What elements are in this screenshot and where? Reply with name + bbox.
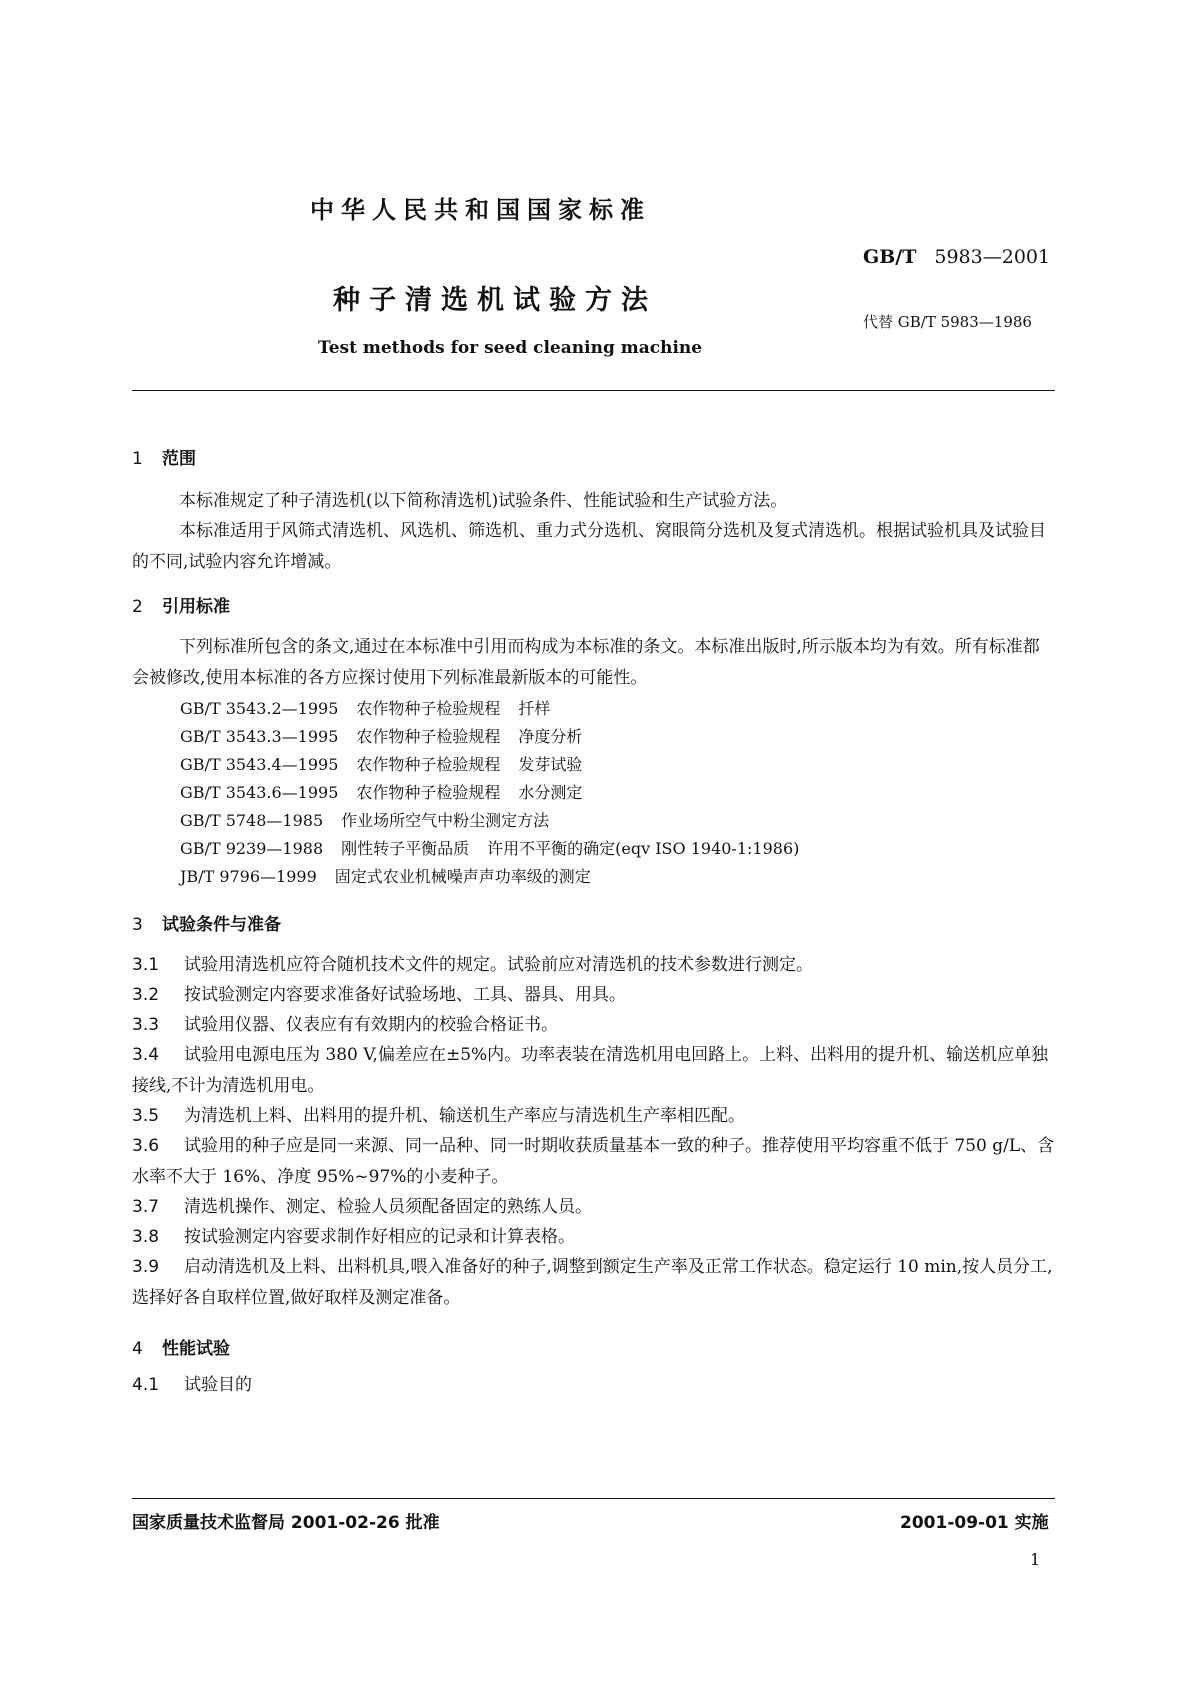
reference-code: GB/T 3543.6—1995 [180, 783, 339, 802]
reference-item [180, 724, 600, 747]
reference-name: 农作物种子检验规程 [356, 699, 501, 718]
reference-name: 刚性转子平衡品质 [341, 839, 470, 858]
section-2-heading [132, 592, 230, 617]
clause-number: 3.6 [132, 1136, 160, 1156]
reference-name: 农作物种子检验规程 [356, 783, 501, 802]
clause [132, 980, 1055, 1011]
effective-date: 2001-09-01 实施 [900, 1513, 1049, 1533]
section-number: 1 [132, 449, 143, 469]
standard-number-value: 5983—2001 [934, 246, 1051, 268]
replaces-note: 代替 GB/T 5983—1986 [863, 313, 1032, 331]
section-number: 4 [132, 1339, 143, 1359]
clause-number: 3.2 [132, 985, 160, 1005]
approval-note: 国家质量技术监督局 2001-02-26 批准 [132, 1513, 440, 1533]
clause [132, 1131, 1055, 1193]
clause-number: 3.3 [132, 1015, 160, 1035]
clause-text: 试验用电源电压为 380 V,偏差应在±5%内。功率表装在清选机用电回路上。上料、出料用的提升机、输送机应单独接线,不计为清选机用电。 [132, 1045, 1049, 1096]
document-title: 种子清选机试验方法 [333, 285, 657, 316]
section-2-paragraph-1: 下列标准所包含的条文,通过在本标准中引用而构成为本标准的条文。本标准出版时,所示版本均为有效。所有标准都会被修改,使用本标准的各方应探讨使用下列标准最新版本的可能性。 [132, 637, 1040, 688]
section-title: 试验条件与准备 [162, 915, 281, 935]
clause-text: 试验用清选机应符合随机技术文件的规定。试验前应对清选机的技术参数进行测定。 [184, 955, 813, 975]
reference-code: GB/T 3543.2—1995 [180, 699, 339, 718]
reference-sub: 许用不平衡的确定(eqv ISO 1940-1:1986) [487, 839, 800, 858]
standard-number [863, 246, 1050, 268]
clause [132, 1040, 1055, 1102]
clause [132, 1370, 1055, 1401]
section-1-paragraph-2: 本标准适用于风筛式清选机、风选机、筛选机、重力式分选机、窝眼筒分选机及复式清选机。根据试验机具及试验目的不同,试验内容允许增减。 [132, 521, 1046, 572]
clause-number: 4.1 [132, 1375, 160, 1395]
section-1-heading [132, 444, 196, 469]
clause [132, 1222, 1055, 1253]
clause-number: 3.8 [132, 1227, 160, 1247]
section-title: 引用标准 [162, 597, 230, 617]
section-1-paragraph-1: 本标准规定了种子清选机(以下简称清选机)试验条件、性能试验和生产试验方法。 [179, 491, 788, 511]
section-title: 范围 [162, 449, 196, 469]
reference-name: 农作物种子检验规程 [356, 755, 501, 774]
clause-number: 3.1 [132, 955, 160, 975]
clause-text: 试验用仪器、仪表应有有效期内的校验合格证书。 [184, 1015, 558, 1035]
reference-item [180, 808, 567, 831]
clause [132, 950, 1055, 981]
clause-text: 为清选机上料、出料用的提升机、输送机生产率应与清选机生产率相匹配。 [184, 1106, 745, 1126]
reference-sub: 发芽试验 [518, 755, 583, 774]
reference-sub: 净度分析 [518, 727, 583, 746]
clause-text: 清选机操作、测定、检验人员须配备固定的熟练人员。 [184, 1197, 592, 1217]
section-3-heading [132, 910, 281, 935]
reference-name: 固定式农业机械噪声声功率级的测定 [334, 867, 591, 886]
reference-code: GB/T 9239—1988 [180, 839, 324, 858]
reference-sub: 扦样 [518, 699, 551, 718]
clause-text: 启动清选机及上料、出料机具,喂入准备好的种子,调整到额定生产率及正常工作状态。稳定运行 10 min,按人员分工,选择好各自取样位置,做好取样及测定准备。 [132, 1257, 1053, 1308]
section-4-heading [132, 1334, 230, 1359]
section-title: 性能试验 [162, 1339, 230, 1359]
reference-item [180, 780, 600, 803]
clause-number: 3.7 [132, 1197, 160, 1217]
clause [132, 1192, 1055, 1223]
reference-name: 农作物种子检验规程 [356, 727, 501, 746]
clause-text: 按试验测定内容要求准备好试验场地、工具、器具、用具。 [184, 985, 626, 1005]
page-number: 1 [1030, 1550, 1041, 1569]
clause-text: 按试验测定内容要求制作好相应的记录和计算表格。 [184, 1227, 575, 1247]
reference-item [180, 836, 817, 859]
clause [132, 1101, 1055, 1132]
reference-name: 作业场所空气中粉尘测定方法 [341, 811, 550, 830]
footer-rule [132, 1498, 1055, 1499]
clause [132, 1252, 1055, 1314]
reference-sub: 水分测定 [518, 783, 583, 802]
clause [132, 1010, 1055, 1041]
reference-code: JB/T 9796—1999 [180, 867, 317, 886]
reference-code: GB/T 5748—1985 [180, 811, 324, 830]
reference-item [180, 864, 609, 887]
reference-code: GB/T 3543.4—1995 [180, 755, 339, 774]
clause-number: 3.5 [132, 1106, 160, 1126]
reference-item [180, 752, 600, 775]
reference-code: GB/T 3543.3—1995 [180, 727, 339, 746]
reference-item [180, 696, 568, 719]
english-title: Test methods for seed cleaning machine [318, 338, 703, 358]
standard-prefix: GB/T [863, 246, 917, 268]
section-number: 2 [132, 597, 143, 617]
national-standard-title: 中华人民共和国国家标准 [310, 196, 651, 224]
clause-text: 试验用的种子应是同一来源、同一品种、同一时期收获质量基本一致的种子。推荐使用平均容重不低于 750 g/L、含水率不大于 16%、净度 95%~97%的小麦种子。 [132, 1136, 1055, 1187]
clause-text: 试验目的 [184, 1375, 252, 1395]
section-number: 3 [132, 915, 143, 935]
clause-number: 3.4 [132, 1045, 160, 1065]
clause-number: 3.9 [132, 1257, 160, 1277]
header-rule [132, 390, 1055, 391]
